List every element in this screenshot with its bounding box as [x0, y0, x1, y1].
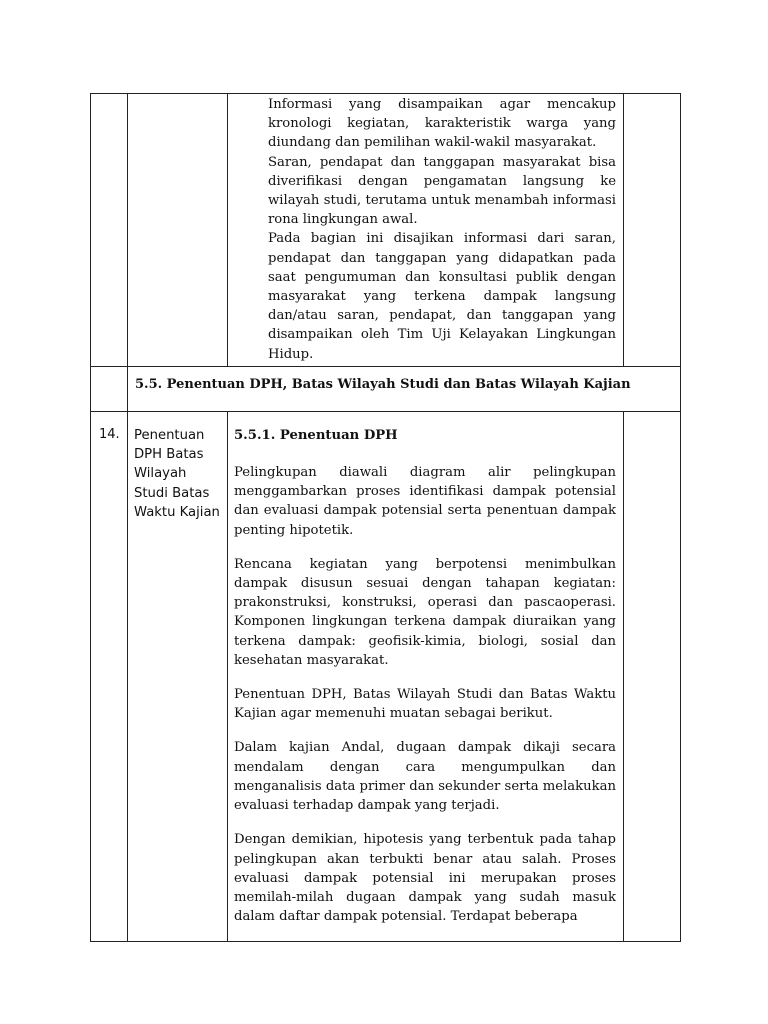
table-row-continuation: [91, 94, 681, 367]
paragraph: Penentuan DPH, Batas Wilayah Studi dan Batas Waktu Kajian agar memenuhi muatan sebagai berikut.: [234, 687, 616, 722]
number-cell: [91, 94, 128, 367]
notes-cell: [624, 411, 681, 941]
table-row-14: [91, 411, 681, 941]
notes-cell: [624, 94, 681, 367]
paragraph: Rencana kegiatan yang berpotensi menimbulkan dampak disusun sesuai dengan tahapan kegiatan: prakonstruksi, konstruksi, operasi dan pascaoperasi. Komponen lingkungan terkena dampak diuraikan yang terkena dampak: geofisik-kimia, biologi, sosial dan kesehatan masyarakat.: [234, 556, 616, 668]
label-cell: [128, 94, 228, 367]
number-cell: [91, 366, 128, 411]
requirements-table: [90, 93, 681, 942]
section-heading: 5.5. Penentuan DPH, Batas Wilayah Studi dan Batas Wilayah Kajian: [128, 366, 681, 411]
paragraph: Dalam kajian Andal, dugaan dampak dikaji secara mendalam dengan cara mengumpulkan dan menganalisis data primer dan sekunder serta melakukan evaluasi terhadap dampak yang terjadi.: [234, 740, 616, 814]
subsection-heading: 5.5.1. Penentuan DPH: [234, 427, 398, 443]
paragraph: Informasi yang disampaikan agar mencakup kronologi kegiatan, karakteristik warga yang diundang dan pemilihan wakil-wakil masyarakat.: [268, 97, 616, 151]
content-cell: [228, 94, 624, 367]
table-row-section-heading: [91, 366, 681, 411]
row-label: Penentuan DPH Batas Wilayah Studi Batas Waktu Kajian: [128, 411, 228, 941]
row-number: 14.: [91, 411, 128, 941]
paragraph: Pada bagian ini disajikan informasi dari saran, pendapat dan tanggapan yang didapatkan pada saat pengumuman dan konsultasi publik dengan masyarakat yang terkena dampak langsung dan/atau saran, pendapat, dan tanggapan yang disampaikan oleh Tim Uji Kelayakan Lingkungan Hidup.: [268, 231, 616, 362]
paragraph: Saran, pendapat dan tanggapan masyarakat bisa diverifikasi dengan pengamatan langsung ke wilayah studi, terutama untuk menambah informasi rona lingkungan awal.: [268, 154, 616, 228]
paragraph: Dengan demikian, hipotesis yang terbentuk pada tahap pelingkupan akan terbukti benar atau salah. Proses evaluasi dampak potensial ini merupakan proses memilah-milah dugaan dampak yang sudah masuk dalam daftar dampak potensial. Terdapat beberapa: [234, 832, 616, 925]
paragraph: Pelingkupan diawali diagram alir pelingkupan menggambarkan proses identifikasi dampak potensial dan evaluasi dampak potensial serta penentuan dampak penting hipotetik.: [234, 465, 616, 538]
content-cell: [228, 411, 624, 941]
